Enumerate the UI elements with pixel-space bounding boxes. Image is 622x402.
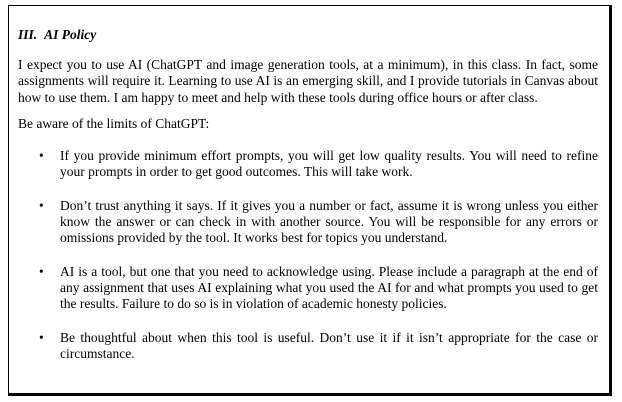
section-number: III. (18, 27, 38, 42)
list-item (18, 264, 598, 313)
bullet-icon: • (39, 197, 44, 213)
list-item (18, 198, 598, 247)
bullet-icon: • (39, 329, 44, 345)
bullet-icon: • (39, 148, 44, 164)
intro-paragraph: I expect you to use AI (ChatGPT and image generation tools, at a minimum), in this class. In fact, some assignments will require it. Learning to use AI is an emerging skill, and I provide tutorials in Canvas about how to use them. I am happy to meet and help with these tools during office hours or after class. (18, 57, 598, 105)
limits-list (18, 148, 598, 362)
section-title: AI Policy (44, 27, 97, 42)
list-item-text: Be thoughtful about when this tool is useful. Don’t use it if it isn’t appropriate for the case or circumstance. (60, 329, 598, 361)
list-item (18, 330, 598, 363)
policy-box (8, 5, 612, 396)
section-heading (18, 27, 598, 43)
list-item-text: If you provide minimum effort prompts, you will get low quality results. You will need to refine your prompts in order to get good outcomes. This will take work. (60, 148, 598, 180)
list-item (18, 148, 598, 181)
list-item-text: AI is a tool, but one that you need to acknowledge using. Please include a paragraph at the end of any assignment that uses AI explaining what you used the AI for and what prompts you used to get the results. Failure to do so is in violation of academic honesty policies. (60, 263, 598, 312)
list-item-text: Don’t trust anything it says. If it gives you a number or fact, assume it is wrong unless you either know the answer or can check in with another source. You will be responsible for any errors or omissions provided by the tool. It works best for topics you understand. (60, 197, 598, 246)
limits-heading: Be aware of the limits of ChatGPT: (18, 115, 210, 131)
policy-content (18, 27, 598, 362)
bullet-icon: • (39, 263, 44, 279)
